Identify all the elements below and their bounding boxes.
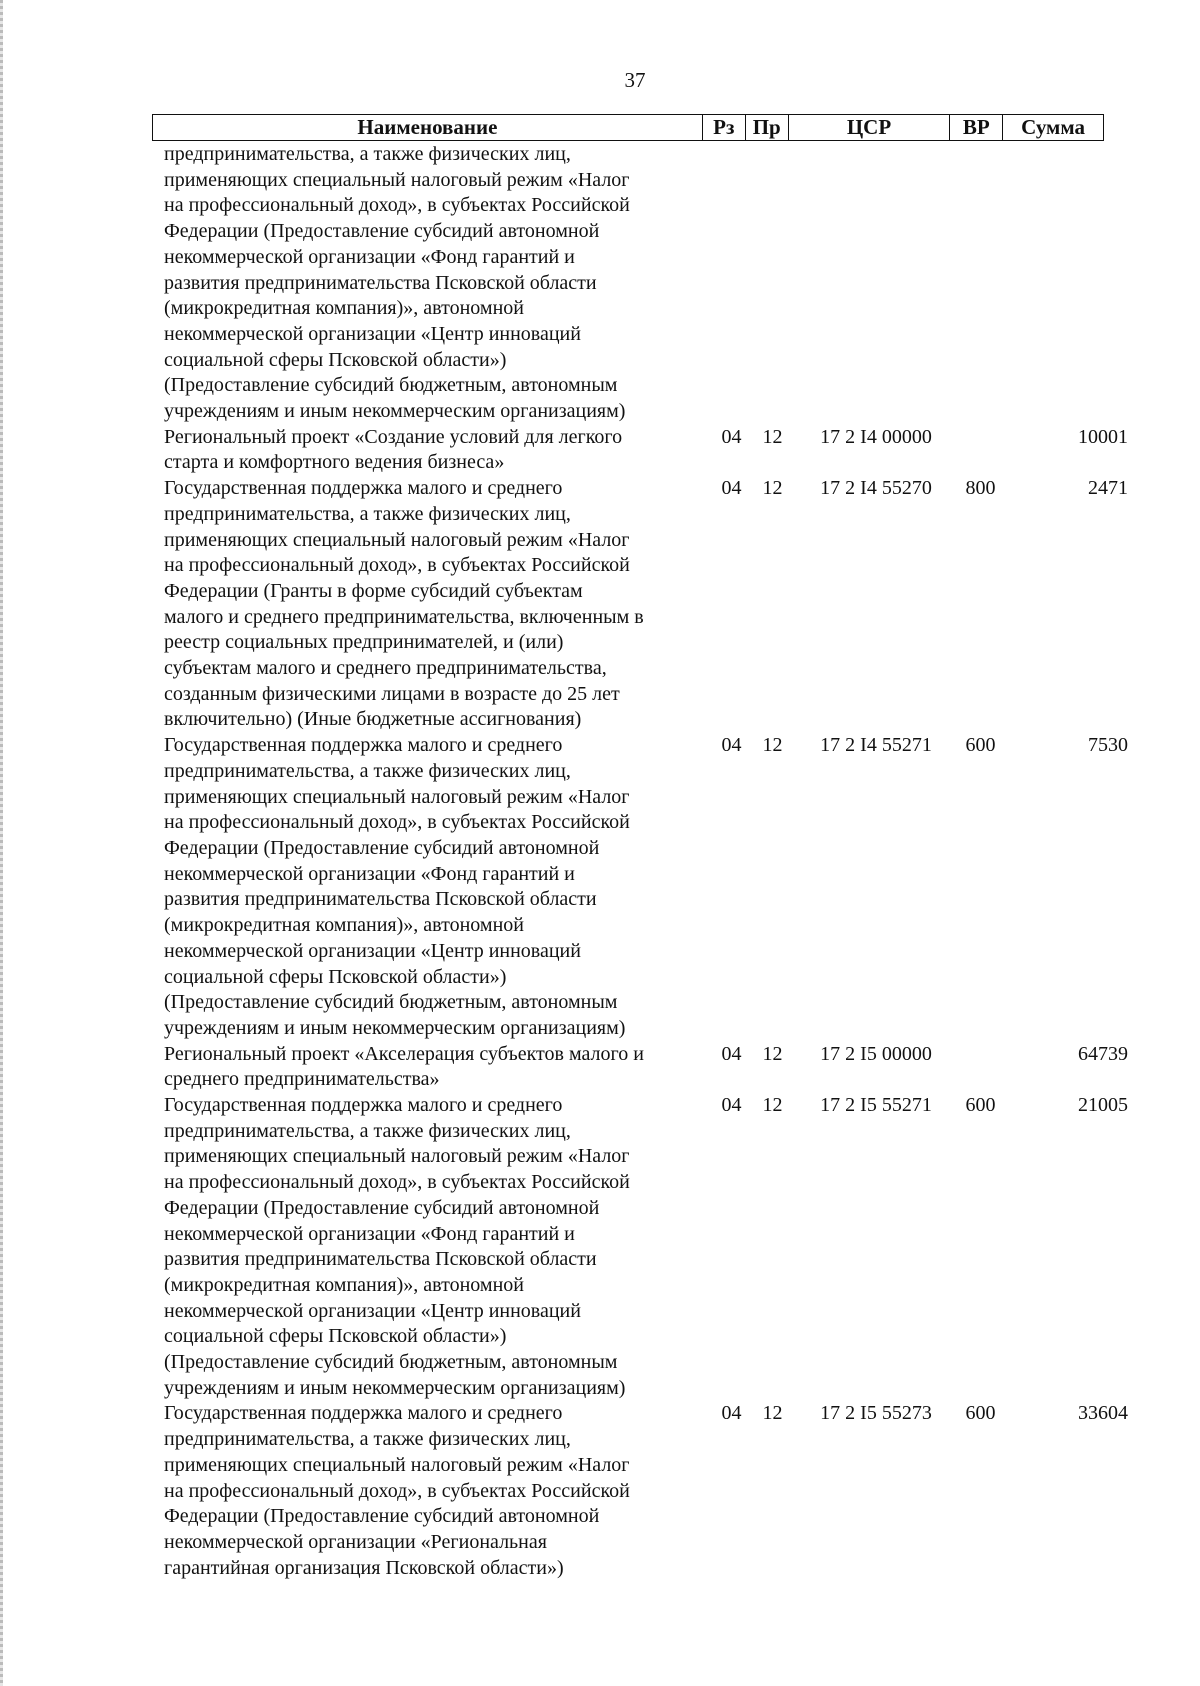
row-name-line: некоммерческой организации «Центр инноваций <box>164 1299 581 1322</box>
header-pr: Пр <box>746 115 789 140</box>
row-pr: 12 <box>762 734 783 757</box>
row-vr <box>951 1042 1004 1093</box>
row-name-line: старта и комфортного ведения бизнеса» <box>164 451 505 474</box>
row-name-line: Государственная поддержка малого и среднего <box>164 734 563 757</box>
row-csr: 17 2 I5 00000 <box>820 1042 932 1065</box>
row-name-line: Региональный проект «Акселерация субъектов малого и <box>164 1042 644 1065</box>
row-name-line: предпринимательства, а также физических лиц, <box>164 143 571 165</box>
row-name-line: Федерации (Предоставление субсидий автономной <box>164 1505 600 1528</box>
row-name-line: (микрокредитная компания)», автономной <box>164 914 524 937</box>
row-vr: 600 <box>965 734 996 757</box>
row-pr: 12 <box>762 1402 783 1425</box>
row-rz: 04 <box>721 1402 742 1425</box>
row-pr: 12 <box>762 425 783 448</box>
scan-edge <box>0 0 3 1686</box>
row-name-line: некоммерческой организации «Центр инноваций <box>164 939 581 962</box>
table-row <box>152 1042 1132 1093</box>
row-name-cell <box>152 476 703 733</box>
row-rz: 04 <box>721 1042 742 1065</box>
row-name-line: некоммерческой организации «Фонд гарантий и <box>164 862 575 885</box>
row-name-line: применяющих специальный налоговый режим «Налог <box>164 168 630 191</box>
row-vr: 600 <box>965 1094 996 1117</box>
row-name-line: предпринимательства, а также физических лиц, <box>164 759 571 782</box>
row-name-line: развития предпринимательства Псковской области <box>164 271 597 294</box>
row-sum: 33604 <box>1078 1402 1128 1425</box>
row-name-line: на профессиональный доход», в субъектах Российской <box>164 194 630 217</box>
row-rz <box>703 142 746 425</box>
row-name-line: предпринимательства, а также физических лиц, <box>164 1119 571 1142</box>
row-name-line: учреждениям и иным некоммерческим организациям) <box>164 400 626 423</box>
row-sum: 7530 <box>1088 734 1128 757</box>
table-row <box>152 142 1132 425</box>
row-name-line: учреждениям и иным некоммерческим организациям) <box>164 1376 626 1399</box>
row-name-line: предпринимательства, а также физических лиц, <box>164 502 571 525</box>
row-name-line: включительно) (Иные бюджетные ассигнования) <box>164 708 582 731</box>
row-name-line: применяющих специальный налоговый режим «Налог <box>164 785 630 808</box>
header-vr: ВР <box>950 115 1003 140</box>
row-name-line: Региональный проект «Создание условий для легкого <box>164 425 623 448</box>
row-name-line: (Предоставление субсидий бюджетным, автономным <box>164 374 618 397</box>
row-name-line: Федерации (Гранты в форме субсидий субъектам <box>164 579 583 602</box>
row-name-line: учреждениям и иным некоммерческим организациям) <box>164 1016 626 1039</box>
row-pr: 12 <box>762 477 783 500</box>
row-name-line: на профессиональный доход», в субъектах Российской <box>164 1171 630 1194</box>
row-vr <box>951 425 1004 476</box>
row-name-line: субъектам малого и среднего предпринимательства, <box>164 657 607 680</box>
row-name-line: социальной сферы Псковской области») <box>164 965 507 988</box>
row-rz: 04 <box>721 734 742 757</box>
table-header <box>152 114 1104 141</box>
row-vr: 600 <box>965 1402 996 1425</box>
row-name-line: реестр социальных предпринимателей, и (или) <box>164 631 564 654</box>
row-pr: 12 <box>762 1094 783 1117</box>
row-csr: 17 2 I4 55270 <box>820 477 932 500</box>
table-body <box>152 142 1132 1581</box>
table-row <box>152 1401 1132 1581</box>
row-pr <box>746 142 789 425</box>
row-vr: 800 <box>965 477 996 500</box>
row-name-line: Федерации (Предоставление субсидий автономной <box>164 1196 600 1219</box>
table-row <box>152 476 1132 733</box>
row-name-line: Федерации (Предоставление субсидий автономной <box>164 220 600 243</box>
row-rz: 04 <box>721 425 742 448</box>
row-sum <box>1004 142 1128 425</box>
row-name-line: гарантийная организация Псковской области») <box>164 1556 564 1579</box>
row-csr <box>789 142 951 425</box>
row-name-cell <box>152 142 703 425</box>
row-rz: 04 <box>721 477 742 500</box>
row-name-line: предпринимательства, а также физических лиц, <box>164 1428 571 1451</box>
page-number: 37 <box>624 68 646 92</box>
row-name-line: социальной сферы Псковской области») <box>164 1325 507 1348</box>
row-csr: 17 2 I5 55273 <box>820 1402 932 1425</box>
row-name-line: малого и среднего предпринимательства, включенным в <box>164 605 644 628</box>
table-row <box>152 1093 1132 1401</box>
row-sum: 2471 <box>1088 477 1128 500</box>
row-name-line: некоммерческой организации «Региональная <box>164 1530 547 1553</box>
row-name-line: развития предпринимательства Псковской области <box>164 1248 597 1271</box>
row-name-cell <box>152 1401 703 1581</box>
row-name-line: развития предпринимательства Псковской области <box>164 888 597 911</box>
row-csr: 17 2 I5 55271 <box>820 1094 932 1117</box>
row-name-line: социальной сферы Псковской области») <box>164 348 507 371</box>
row-sum: 64739 <box>1078 1042 1128 1065</box>
table-row <box>152 733 1132 1041</box>
row-name-line: созданным физическими лицами в возрасте до 25 лет <box>164 682 620 705</box>
row-name-line: на профессиональный доход», в субъектах Российской <box>164 1479 630 1502</box>
row-name-line: применяющих специальный налоговый режим «Налог <box>164 528 630 551</box>
row-name-line: среднего предпринимательства» <box>164 1068 440 1091</box>
row-name-line: (микрокредитная компания)», автономной <box>164 1273 524 1296</box>
row-name-line: (Предоставление субсидий бюджетным, автономным <box>164 1351 618 1374</box>
row-name-line: на профессиональный доход», в субъектах Российской <box>164 554 630 577</box>
row-name-cell <box>152 425 703 476</box>
header-csr: ЦСР <box>789 115 951 140</box>
row-name-line: Государственная поддержка малого и среднего <box>164 477 563 500</box>
row-name-line: Государственная поддержка малого и среднего <box>164 1094 563 1117</box>
row-name-line: некоммерческой организации «Фонд гарантий и <box>164 1222 575 1245</box>
row-rz: 04 <box>721 1094 742 1117</box>
row-pr: 12 <box>762 1042 783 1065</box>
row-name-line: применяющих специальный налоговый режим «Налог <box>164 1453 630 1476</box>
row-name-cell <box>152 1042 703 1093</box>
row-name-line: (Предоставление субсидий бюджетным, автономным <box>164 991 618 1014</box>
row-name-line: на профессиональный доход», в субъектах Российской <box>164 811 630 834</box>
row-name-line: применяющих специальный налоговый режим «Налог <box>164 1145 630 1168</box>
row-name-line: некоммерческой организации «Фонд гарантий и <box>164 245 575 268</box>
row-name-line: некоммерческой организации «Центр инноваций <box>164 322 581 345</box>
header-name: Наименование <box>153 115 703 140</box>
header-rz: Рз <box>703 115 746 140</box>
row-name-cell <box>152 733 703 1041</box>
row-sum: 10001 <box>1078 425 1128 448</box>
row-name-cell <box>152 1093 703 1401</box>
row-sum: 21005 <box>1078 1094 1128 1117</box>
row-name-line: Государственная поддержка малого и среднего <box>164 1402 563 1425</box>
row-name-line: (микрокредитная компания)», автономной <box>164 297 524 320</box>
row-csr: 17 2 I4 00000 <box>820 425 932 448</box>
row-vr <box>951 142 1004 425</box>
table-row <box>152 425 1132 476</box>
row-name-line: Федерации (Предоставление субсидий автономной <box>164 836 600 859</box>
row-csr: 17 2 I4 55271 <box>820 734 932 757</box>
header-sum: Сумма <box>1021 115 1086 139</box>
